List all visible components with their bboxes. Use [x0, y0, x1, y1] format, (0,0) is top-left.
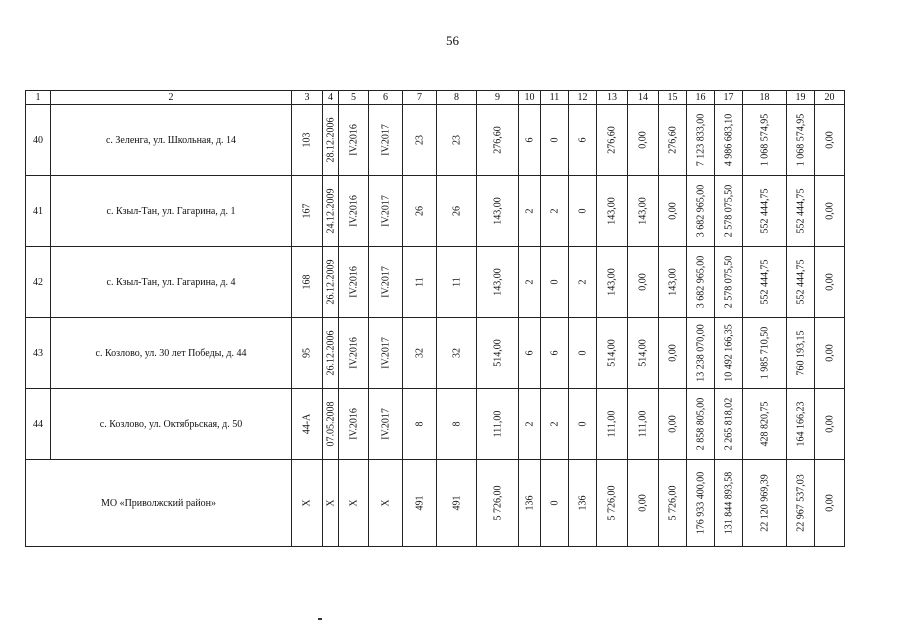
total-cell-c6-value: Х [380, 499, 391, 507]
table-cell-c14 [628, 318, 659, 389]
table-cell-c8-value: 8 [451, 421, 462, 427]
table-cell-c15-value: 143,00 [667, 268, 678, 296]
table-cell-c6 [369, 247, 403, 318]
table-cell-c20-value: 0,00 [824, 131, 835, 149]
total-row [26, 460, 845, 547]
table-cell-c13-value: 143,00 [606, 268, 618, 296]
table-cell-c6 [369, 176, 403, 247]
table-cell-c8-value: 32 [451, 348, 462, 358]
table-cell-c8 [437, 318, 477, 389]
table-row [26, 247, 845, 318]
total-cell-c15-value: 5 726,00 [667, 485, 678, 521]
row-number: 42 [26, 247, 51, 318]
table-cell-c19 [787, 318, 815, 389]
column-number-row [26, 91, 845, 105]
table-cell-c3 [292, 176, 323, 247]
total-cell-c13 [597, 460, 628, 547]
column-number: 9 [477, 91, 519, 105]
total-cell-c16-value: 176 933 400,00 [695, 471, 706, 535]
table-cell-c13 [597, 318, 628, 389]
table-cell-c10 [519, 318, 541, 389]
column-number: 17 [715, 91, 743, 105]
table-cell-c15 [659, 176, 687, 247]
table-cell-c9 [477, 318, 519, 389]
total-cell-c17 [715, 460, 743, 547]
table-cell-c19-value: 1 068 574,95 [795, 113, 806, 167]
table-cell-c3 [292, 105, 323, 176]
table-cell-c10 [519, 247, 541, 318]
table-cell-c16-value: 7 123 833,00 [695, 113, 706, 167]
table-cell-c11-value: 0 [549, 137, 560, 143]
table-cell-c9-value: 514,00 [492, 339, 503, 367]
table-cell-c16-value: 3 682 965,00 [695, 255, 706, 309]
table-cell-c4-value: 07.05.2008 [325, 401, 336, 447]
table-cell-c18-value: 552 444,75 [759, 259, 770, 305]
table-cell-c8 [437, 389, 477, 460]
row-number: 44 [26, 389, 51, 460]
table-cell-c7 [403, 247, 437, 318]
address-cell: с. Зеленга, ул. Школьная, д. 14 [51, 105, 292, 176]
table-cell-c13 [597, 247, 628, 318]
table-cell-c10 [519, 176, 541, 247]
table-cell-c7 [403, 318, 437, 389]
table-cell-c12 [569, 105, 597, 176]
table-cell-c7-value: 8 [414, 421, 425, 427]
table-cell-c18 [743, 176, 787, 247]
total-cell-c3-value: Х [301, 499, 313, 507]
column-number: 7 [403, 91, 437, 105]
column-number: 3 [292, 91, 323, 105]
table-cell-c9 [477, 105, 519, 176]
table-cell-c5-value: IV.2016 [348, 337, 359, 369]
table-cell-c19-value: 760 193,15 [795, 330, 806, 376]
table-cell-c18 [743, 318, 787, 389]
table-cell-c19 [787, 176, 815, 247]
table-cell-c11-value: 2 [549, 208, 560, 214]
table-cell-c15 [659, 389, 687, 460]
table-cell-c9-value: 143,00 [492, 197, 503, 225]
table-cell-c12 [569, 247, 597, 318]
table-cell-c5 [339, 318, 369, 389]
table-cell-c20 [815, 318, 845, 389]
table-cell-c17 [715, 105, 743, 176]
table-cell-c10 [519, 105, 541, 176]
total-cell-c17-value: 131 844 893,58 [723, 471, 734, 535]
table-cell-c15-value: 0,00 [667, 202, 678, 220]
table-cell-c11-value: 2 [549, 421, 560, 427]
table-cell-c19 [787, 105, 815, 176]
table-cell-c20-value: 0,00 [824, 415, 835, 433]
address-cell: с. Кзыл-Тан, ул. Гагарина, д. 4 [51, 247, 292, 318]
table-row [26, 389, 845, 460]
table-cell-c4-value: 26.12.2006 [325, 330, 336, 376]
page-number: 56 [446, 33, 459, 48]
table-cell-c20 [815, 176, 845, 247]
table-cell-c19-value: 552 444,75 [795, 259, 806, 305]
table-cell-c4-value: 24.12.2009 [325, 188, 336, 234]
table-cell-c16-value: 3 682 965,00 [695, 184, 706, 238]
total-cell-c19-value: 22 967 537,03 [795, 474, 806, 532]
total-cell-c8 [437, 460, 477, 547]
table-cell-c6 [369, 389, 403, 460]
column-number: 4 [323, 91, 339, 105]
column-number: 18 [743, 91, 787, 105]
address-cell: с. Козлово, ул. 30 лет Победы, д. 44 [51, 318, 292, 389]
total-cell-c18 [743, 460, 787, 547]
table-cell-c8 [437, 105, 477, 176]
table-cell-c9-value: 111,00 [492, 410, 503, 438]
table-cell-c4 [323, 105, 339, 176]
table-cell-c9-value: 276,60 [492, 126, 503, 154]
table-cell-c17-value: 2 578 075,50 [723, 255, 734, 309]
table-cell-c19-value: 552 444,75 [795, 188, 806, 234]
table-cell-c11-value: 0 [549, 279, 560, 285]
table-cell-c3 [292, 318, 323, 389]
table-cell-c14-value: 514,00 [637, 339, 649, 367]
table-cell-c18-value: 1 068 574,95 [759, 113, 770, 167]
total-cell-c14 [628, 460, 659, 547]
table-cell-c7 [403, 389, 437, 460]
table-cell-c6-value: IV.2017 [380, 337, 391, 369]
table-cell-c12 [569, 389, 597, 460]
table-cell-c19-value: 164 166,23 [795, 401, 806, 447]
table-cell-c16 [687, 176, 715, 247]
table-cell-c20 [815, 105, 845, 176]
table-cell-c15 [659, 247, 687, 318]
table-cell-c20-value: 0,00 [824, 344, 835, 362]
total-cell-c12-value: 136 [577, 495, 588, 511]
column-number: 1 [26, 91, 51, 105]
column-number: 5 [339, 91, 369, 105]
table-cell-c10-value: 6 [524, 137, 535, 143]
table-cell-c13 [597, 176, 628, 247]
total-cell-c10-value: 136 [524, 495, 535, 511]
table-cell-c6 [369, 318, 403, 389]
table-cell-c9 [477, 176, 519, 247]
table-cell-c7-value: 23 [414, 135, 425, 145]
table-cell-c20-value: 0,00 [824, 273, 835, 291]
table-cell-c5-value: IV.2016 [348, 195, 359, 227]
table-cell-c17-value: 2 578 075,50 [723, 184, 734, 238]
table-cell-c14 [628, 247, 659, 318]
column-number: 12 [569, 91, 597, 105]
table-cell-c14 [628, 105, 659, 176]
table-cell-c3 [292, 389, 323, 460]
table-cell-c8-value: 26 [451, 206, 462, 216]
total-cell-c11 [541, 460, 569, 547]
table-cell-c7 [403, 176, 437, 247]
total-label: МО «Приволжский район» [26, 460, 292, 547]
column-number: 19 [787, 91, 815, 105]
table-cell-c14-value: 111,00 [637, 410, 649, 438]
table-cell-c3-value: 103 [301, 132, 313, 148]
table-cell-c18-value: 1 985 710,50 [759, 326, 770, 380]
table-cell-c11-value: 6 [549, 350, 560, 356]
table-cell-c5-value: IV.2016 [348, 408, 359, 440]
column-number: 2 [51, 91, 292, 105]
table-cell-c8 [437, 176, 477, 247]
total-cell-c4 [323, 460, 339, 547]
table-cell-c3-value: 168 [301, 274, 313, 290]
table-cell-c16-value: 2 858 805,00 [695, 397, 706, 451]
table-cell-c3 [292, 247, 323, 318]
column-number: 16 [687, 91, 715, 105]
table-cell-c10-value: 2 [524, 208, 535, 214]
column-number: 13 [597, 91, 628, 105]
table-cell-c7-value: 11 [414, 277, 425, 287]
total-cell-c11-value: 0 [549, 500, 560, 506]
table-cell-c12-value: 6 [577, 137, 588, 143]
table-cell-c3-value: 95 [301, 348, 313, 358]
table-cell-c14 [628, 389, 659, 460]
table-cell-c7-value: 26 [414, 206, 425, 216]
table-cell-c19 [787, 247, 815, 318]
table-cell-c18-value: 428 820,75 [759, 401, 770, 447]
table-cell-c17 [715, 176, 743, 247]
address-cell: с. Козлово, ул. Октябрьская, д. 50 [51, 389, 292, 460]
table-cell-c18-value: 552 444,75 [759, 188, 770, 234]
table-cell-c13 [597, 105, 628, 176]
column-number: 6 [369, 91, 403, 105]
total-cell-c9-value: 5 726,00 [492, 485, 503, 521]
table-cell-c4 [323, 176, 339, 247]
table-cell-c5 [339, 389, 369, 460]
table-row [26, 105, 845, 176]
total-cell-c7-value: 491 [414, 495, 425, 511]
table-cell-c6-value: IV.2017 [380, 195, 391, 227]
table-cell-c13-value: 514,00 [606, 339, 618, 367]
table-cell-c10 [519, 389, 541, 460]
table-cell-c9 [477, 389, 519, 460]
table-cell-c5 [339, 105, 369, 176]
table-cell-c12 [569, 318, 597, 389]
table-cell-c16 [687, 247, 715, 318]
table-cell-c4 [323, 247, 339, 318]
table-cell-c11 [541, 318, 569, 389]
column-number: 11 [541, 91, 569, 105]
table-cell-c14 [628, 176, 659, 247]
table-cell-c11 [541, 105, 569, 176]
total-cell-c16 [687, 460, 715, 547]
table-cell-c20 [815, 247, 845, 318]
table-cell-c10-value: 6 [524, 350, 535, 356]
table-cell-c6-value: IV.2017 [380, 408, 391, 440]
table-cell-c4-value: 26.12.2009 [325, 259, 336, 305]
table-cell-c6-value: IV.2017 [380, 124, 391, 156]
total-cell-c8-value: 491 [451, 495, 462, 511]
table-cell-c17 [715, 318, 743, 389]
total-cell-c14-value: 0,00 [637, 494, 649, 512]
total-cell-c9 [477, 460, 519, 547]
table-cell-c6 [369, 105, 403, 176]
table-cell-c14-value: 143,00 [637, 197, 649, 225]
table-cell-c5 [339, 247, 369, 318]
total-cell-c20 [815, 460, 845, 547]
table-cell-c17-value: 2 265 818,02 [723, 397, 734, 451]
table-row [26, 176, 845, 247]
table-cell-c18 [743, 247, 787, 318]
table-cell-c12-value: 2 [577, 279, 588, 285]
table-cell-c11 [541, 389, 569, 460]
total-cell-c4-value: Х [325, 499, 336, 507]
total-cell-c7 [403, 460, 437, 547]
total-cell-c18-value: 22 120 969,39 [759, 474, 770, 532]
table-cell-c15-value: 276,60 [667, 126, 678, 154]
table-cell-c16-value: 13 238 070,00 [695, 324, 706, 382]
footer-mark [318, 618, 322, 620]
table-cell-c15 [659, 318, 687, 389]
total-cell-c5 [339, 460, 369, 547]
table-cell-c17-value: 10 492 166,35 [723, 324, 734, 382]
table-cell-c15 [659, 105, 687, 176]
table-cell-c5-value: IV.2016 [348, 124, 359, 156]
table-cell-c11 [541, 247, 569, 318]
total-cell-c20-value: 0,00 [824, 494, 835, 512]
table-cell-c16 [687, 318, 715, 389]
table-cell-c18 [743, 105, 787, 176]
table-cell-c14-value: 0,00 [637, 131, 649, 149]
table-cell-c12-value: 0 [577, 208, 588, 214]
table-row [26, 318, 845, 389]
table-cell-c10-value: 2 [524, 279, 535, 285]
row-number: 40 [26, 105, 51, 176]
total-cell-c19 [787, 460, 815, 547]
row-number: 43 [26, 318, 51, 389]
table-cell-c13 [597, 389, 628, 460]
table-cell-c7-value: 32 [414, 348, 425, 358]
table-cell-c12 [569, 176, 597, 247]
table-cell-c13-value: 276,60 [606, 126, 618, 154]
table-cell-c5 [339, 176, 369, 247]
total-cell-c6 [369, 460, 403, 547]
column-number: 15 [659, 91, 687, 105]
table-cell-c15-value: 0,00 [667, 344, 678, 362]
column-number: 14 [628, 91, 659, 105]
column-number: 8 [437, 91, 477, 105]
table-cell-c8 [437, 247, 477, 318]
table-cell-c17 [715, 389, 743, 460]
table-cell-c8-value: 23 [451, 135, 462, 145]
table-cell-c20 [815, 389, 845, 460]
table-cell-c3-value: 167 [301, 203, 313, 219]
table-cell-c9-value: 143,00 [492, 268, 503, 296]
table-cell-c12-value: 0 [577, 421, 588, 427]
total-cell-c5-value: Х [348, 499, 359, 507]
housing-table [25, 90, 845, 547]
table-cell-c9 [477, 247, 519, 318]
table-cell-c8-value: 11 [451, 277, 462, 287]
table-cell-c16 [687, 105, 715, 176]
table-cell-c3-value: 44-А [301, 413, 313, 435]
table-cell-c17 [715, 247, 743, 318]
column-number: 20 [815, 91, 845, 105]
table-cell-c12-value: 0 [577, 350, 588, 356]
row-number: 41 [26, 176, 51, 247]
total-cell-c13-value: 5 726,00 [606, 485, 618, 521]
table-cell-c13-value: 143,00 [606, 197, 618, 225]
total-cell-c10 [519, 460, 541, 547]
table-cell-c4-value: 28.12.2006 [325, 117, 336, 163]
table-cell-c4 [323, 389, 339, 460]
table-cell-c16 [687, 389, 715, 460]
table-cell-c10-value: 2 [524, 421, 535, 427]
address-cell: с. Кзыл-Тан, ул. Гагарина, д. 1 [51, 176, 292, 247]
table-cell-c14-value: 0,00 [637, 273, 649, 291]
table-cell-c6-value: IV.2017 [380, 266, 391, 298]
total-cell-c12 [569, 460, 597, 547]
table-cell-c20-value: 0,00 [824, 202, 835, 220]
table-cell-c13-value: 111,00 [606, 410, 618, 438]
table-cell-c7 [403, 105, 437, 176]
total-cell-c15 [659, 460, 687, 547]
column-number: 10 [519, 91, 541, 105]
table-cell-c18 [743, 389, 787, 460]
table-cell-c5-value: IV.2016 [348, 266, 359, 298]
table-cell-c19 [787, 389, 815, 460]
table-cell-c15-value: 0,00 [667, 415, 678, 433]
table-cell-c11 [541, 176, 569, 247]
total-cell-c3 [292, 460, 323, 547]
table-cell-c17-value: 4 986 683,10 [723, 113, 734, 167]
table-cell-c4 [323, 318, 339, 389]
